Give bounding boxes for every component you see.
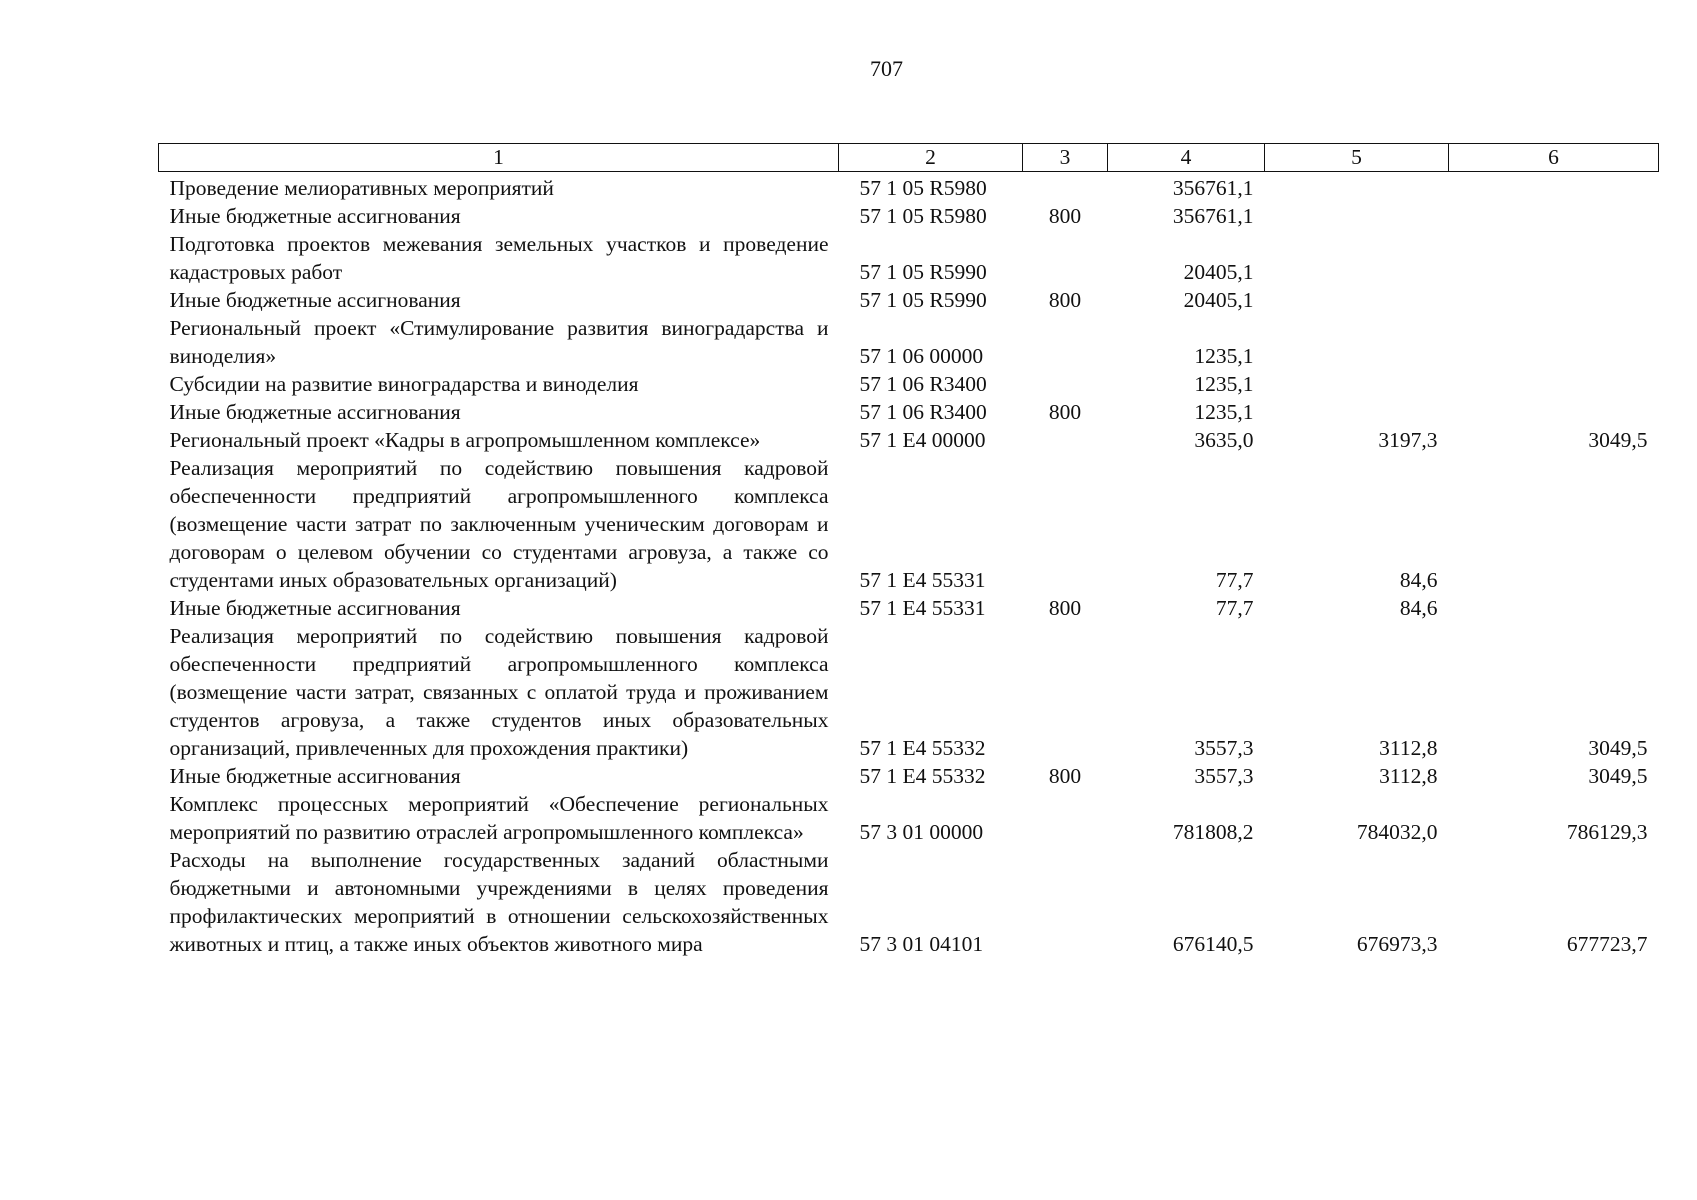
target-article-code: 57 3 01 00000 xyxy=(859,820,984,844)
table-row xyxy=(159,846,1659,958)
amount-column-6: 3049,5 xyxy=(1588,764,1648,788)
page-number: 707 xyxy=(870,56,903,81)
table-row xyxy=(159,370,1659,398)
table-row xyxy=(159,454,1659,594)
table-row xyxy=(159,790,1659,846)
target-article-code: 57 1 05 R5990 xyxy=(859,288,987,312)
amount-column-6 xyxy=(1449,286,1659,314)
amount-column-4: 676140,5 xyxy=(1172,932,1254,956)
table-row xyxy=(159,426,1659,454)
table-row xyxy=(159,202,1659,230)
amount-column-6 xyxy=(1449,202,1659,230)
amount-column-6 xyxy=(1449,314,1659,370)
target-article-code: 57 1 05 R5980 xyxy=(859,204,987,228)
expense-type-code: 800 xyxy=(1048,400,1082,424)
expense-type-code: 800 xyxy=(1048,596,1082,620)
amount-column-6: 786129,3 xyxy=(1566,820,1648,844)
amount-column-5: 3197,3 xyxy=(1378,428,1438,452)
amount-column-6 xyxy=(1449,370,1659,398)
item-name: Реализация мероприятий по содействию повышения кадровой обеспеченности предприятий агропромышленного комплекса (возмещение части затрат, связанных с оплатой труда и проживанием студентов агровуза, а также студентов иных образовательных организаций, привлеченных для прохождения практики) xyxy=(169,624,829,760)
expense-type-code xyxy=(1023,426,1108,454)
expense-type-code xyxy=(1023,846,1108,958)
target-article-code: 57 1 06 R3400 xyxy=(859,400,987,424)
item-name: Субсидии на развитие виноградарства и виноделия xyxy=(169,372,639,396)
target-article-code: 57 1 05 R5990 xyxy=(859,260,987,284)
column-header-5: 5 xyxy=(1265,144,1449,172)
item-name: Иные бюджетные ассигнования xyxy=(169,204,461,228)
expense-type-code xyxy=(1023,230,1108,286)
amount-column-5 xyxy=(1265,370,1449,398)
expense-type-code: 800 xyxy=(1048,204,1082,228)
expense-type-code xyxy=(1023,370,1108,398)
amount-column-6: 677723,7 xyxy=(1566,932,1648,956)
amount-column-5: 3112,8 xyxy=(1379,736,1438,760)
table-row xyxy=(159,762,1659,790)
amount-column-5: 676973,3 xyxy=(1356,932,1438,956)
table-row xyxy=(159,230,1659,286)
item-name: Региональный проект «Стимулирование развития виноградарства и виноделия» xyxy=(169,316,829,368)
item-name: Региональный проект «Кадры в агропромышленном комплексе» xyxy=(169,428,761,452)
table-row xyxy=(159,622,1659,762)
table-row xyxy=(159,594,1659,622)
expense-type-code xyxy=(1023,172,1108,203)
expense-type-code: 800 xyxy=(1048,764,1082,788)
amount-column-4: 1235,1 xyxy=(1194,344,1254,368)
target-article-code: 57 1 Е4 55331 xyxy=(859,596,986,620)
expense-type-code xyxy=(1023,314,1108,370)
column-header-1: 1 xyxy=(159,144,839,172)
target-article-code: 57 1 Е4 55332 xyxy=(859,764,986,788)
table-row xyxy=(159,314,1659,370)
table-body xyxy=(159,172,1659,959)
expense-type-code xyxy=(1023,622,1108,762)
column-header-3: 3 xyxy=(1023,144,1108,172)
amount-column-4: 20405,1 xyxy=(1183,288,1254,312)
column-header-2: 2 xyxy=(839,144,1023,172)
amount-column-4: 356761,1 xyxy=(1172,204,1254,228)
amount-column-4: 781808,2 xyxy=(1172,820,1254,844)
amount-column-5 xyxy=(1265,286,1449,314)
amount-column-4: 20405,1 xyxy=(1183,260,1254,284)
amount-column-4: 3557,3 xyxy=(1194,736,1254,760)
amount-column-4: 1235,1 xyxy=(1194,400,1254,424)
budget-table xyxy=(158,143,1659,958)
amount-column-4: 3557,3 xyxy=(1194,764,1254,788)
column-header-4: 4 xyxy=(1108,144,1265,172)
amount-column-5 xyxy=(1265,314,1449,370)
amount-column-6: 3049,5 xyxy=(1588,428,1648,452)
amount-column-4: 77,7 xyxy=(1215,596,1254,620)
table-row xyxy=(159,286,1659,314)
amount-column-5: 3112,8 xyxy=(1379,764,1438,788)
amount-column-6 xyxy=(1449,172,1659,203)
amount-column-4: 77,7 xyxy=(1215,568,1254,592)
amount-column-4: 1235,1 xyxy=(1194,372,1254,396)
item-name: Реализация мероприятий по содействию повышения кадровой обеспеченности предприятий агропромышленного комплекса (возмещение части затрат по заключенным ученическим договорам и договорам о целевом обучении со студентами агровуза, а также со студентами иных образовательных организаций) xyxy=(169,456,829,592)
table-row xyxy=(159,172,1659,203)
amount-column-6 xyxy=(1449,594,1659,622)
amount-column-5: 84,6 xyxy=(1399,568,1438,592)
amount-column-5 xyxy=(1265,172,1449,203)
expense-type-code: 800 xyxy=(1048,288,1082,312)
amount-column-4: 356761,1 xyxy=(1172,176,1254,200)
header-row xyxy=(159,144,1659,172)
table-header xyxy=(159,144,1659,172)
target-article-code: 57 1 06 R3400 xyxy=(859,372,987,396)
table-row xyxy=(159,398,1659,426)
column-header-6: 6 xyxy=(1449,144,1659,172)
item-name: Иные бюджетные ассигнования xyxy=(169,400,461,424)
item-name: Расходы на выполнение государственных заданий областными бюджетными и автономными учреждениями в целях проведения профилактических мероприятий в отношении сельскохозяйственных животных и птиц, а также иных объектов животного мира xyxy=(169,848,829,956)
item-name: Подготовка проектов межевания земельных участков и проведение кадастровых работ xyxy=(169,232,829,284)
target-article-code: 57 1 Е4 00000 xyxy=(859,428,986,452)
amount-column-5 xyxy=(1265,230,1449,286)
item-name: Проведение мелиоративных мероприятий xyxy=(169,176,554,200)
expense-type-code xyxy=(1023,790,1108,846)
target-article-code: 57 1 Е4 55331 xyxy=(859,568,986,592)
item-name: Иные бюджетные ассигнования xyxy=(169,288,461,312)
amount-column-5: 784032,0 xyxy=(1356,820,1438,844)
item-name: Иные бюджетные ассигнования xyxy=(169,764,461,788)
target-article-code: 57 1 06 00000 xyxy=(859,344,984,368)
item-name: Комплекс процессных мероприятий «Обеспечение региональных мероприятий по развитию отраслей агропромышленного комплекса» xyxy=(169,792,829,844)
target-article-code: 57 3 01 04101 xyxy=(859,932,984,956)
amount-column-6 xyxy=(1449,230,1659,286)
amount-column-5 xyxy=(1265,202,1449,230)
target-article-code: 57 1 05 R5980 xyxy=(859,176,987,200)
target-article-code: 57 1 Е4 55332 xyxy=(859,736,986,760)
item-name: Иные бюджетные ассигнования xyxy=(169,596,461,620)
amount-column-4: 3635,0 xyxy=(1194,428,1254,452)
amount-column-5 xyxy=(1265,398,1449,426)
expense-type-code xyxy=(1023,454,1108,594)
amount-column-6 xyxy=(1449,454,1659,594)
amount-column-6 xyxy=(1449,398,1659,426)
amount-column-5: 84,6 xyxy=(1399,596,1438,620)
amount-column-6: 3049,5 xyxy=(1588,736,1648,760)
